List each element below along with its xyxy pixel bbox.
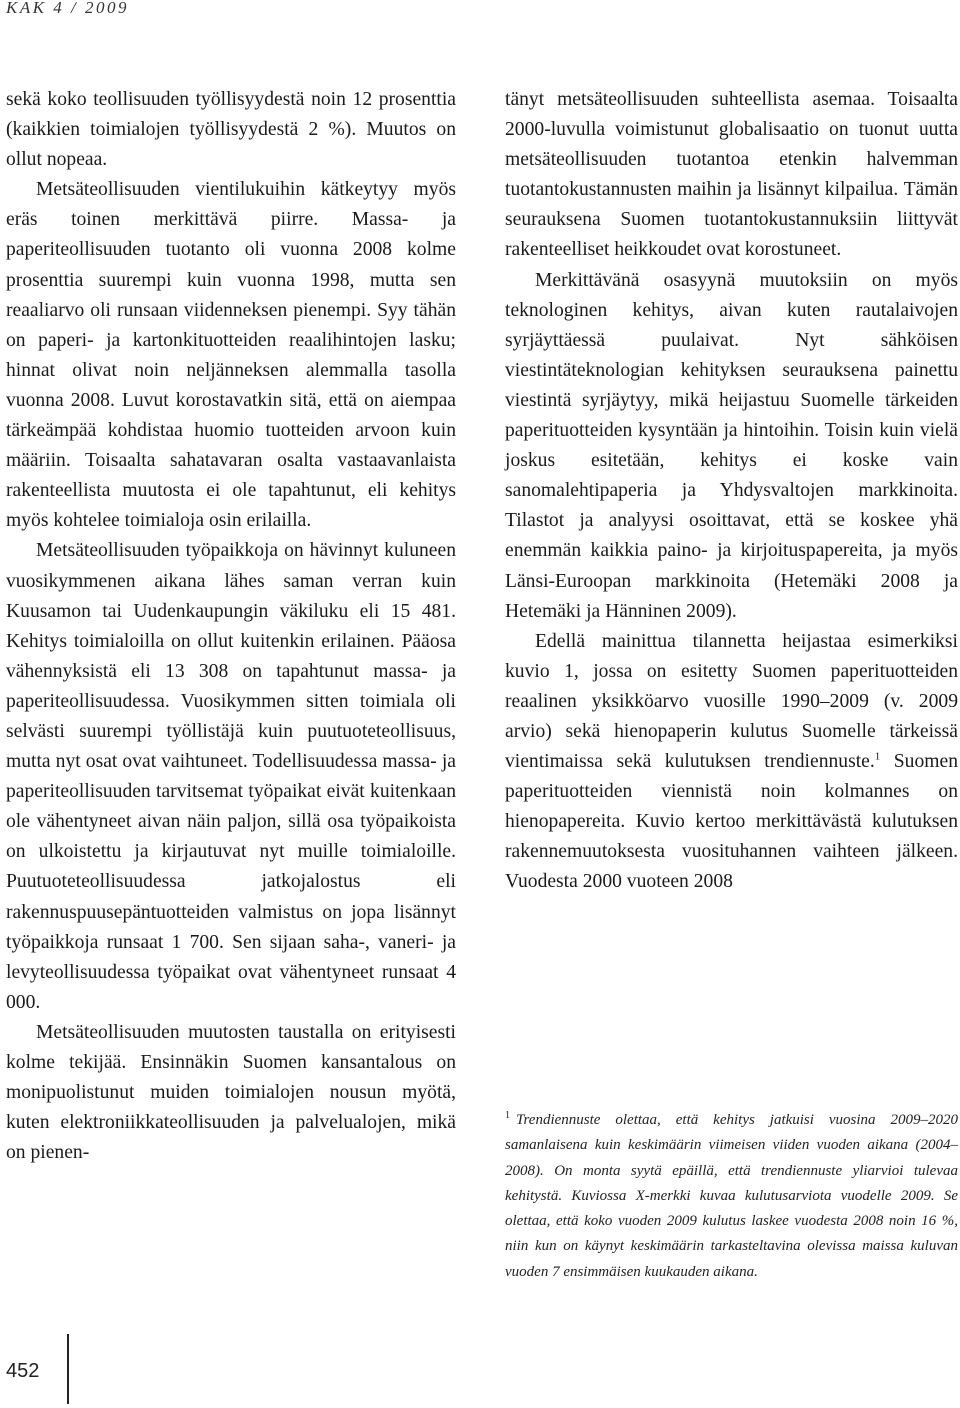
left-column	[6, 85, 456, 1168]
paragraph-with-footnote	[505, 627, 958, 898]
footnote	[505, 1108, 958, 1285]
paragraph: sekä koko teollisuuden työllisyydestä noin 12 prosenttia (kaikkien toimialojen työllisyydestä 2 %). Muutos on ollut nopeaa.	[6, 89, 456, 171]
footnote-number: 1	[505, 1110, 510, 1121]
right-column	[505, 85, 958, 898]
footnote-text: Trendiennuste olettaa, että kehitys jatkuisi vuosina 2009–2020 samanlaisena kuin keskimäärin viimeisen viiden vuoden aikana (2004–2008). On monta syytä epäillä, että trendiennuste yliarvioi tulevaa kehitystä. Kuviossa X-merkki kuvaa kulutusarviota vuodelle 2009. Se olettaa, että koko vuoden 2009 kulutus laskee vuodesta 2008 noin 16 %, niin kun on käynyt keskimäärin tarkasteltavina olevissa maissa kuluvan vuoden 7 ensimmäisen kuukauden aikana.	[505, 1112, 958, 1280]
running-head: KAK 4 / 2009	[6, 0, 130, 17]
paragraph-text: Suomen paperituotteiden viennistä noin kolmannes on hienopapereita. Kuvio kertoo merkittävästä kulutuksen rakennemuutoksesta vuosituhannen vaihteen jälkeen. Vuodesta 2000 vuoteen 2008	[505, 751, 959, 893]
paragraph: Metsäteollisuuden muutosten taustalla on erityisesti kolme tekijää. Ensinnäkin Suomen kansantalous on monipuolistunut muiden toimialojen nousun myötä, kuten elektroniikkateollisuuden ja palvelualojen, mikä on pienen-	[6, 1021, 456, 1164]
page-number-rule	[67, 1334, 69, 1404]
paragraph: Metsäteollisuuden työpaikkoja on hävinnyt kuluneen vuosikymmenen aikana lähes saman verran kuin Kuusamon tai Uudenkaupungin väkiluku eli 15 481. Kehitys toimialoilla on ollut kuitenkin erilainen. Pääosa vähennyksistä eli 13 308 on tapahtunut massa- ja paperiteollisuudessa. Vuosikymmen sitten toimiala oli selvästi suurempi työllistäjä kuin puutuoteteollisuus, mutta nyt osat ovat vaihtuneet. Todellisuudessa massa- ja paperiteollisuuden tarvitsemat työpaikat eivät kuitenkaan ole vähentyneet aivan näin paljon, sillä osa työpaikoista on ulkoistettu ja kirjautuvat nyt muille toimialoille. Puutuoteteollisuudessa jatkojalostus eli rakennuspuusepäntuotteiden valmistus on jopa lisännyt työpaikkoja runsaat 1 700. Sen sijaan saha-, vaneri- ja levyteollisuudessa työpaikat ovat vähentyneet runsaat 4 000.	[6, 540, 456, 1013]
footnote-marker[interactable]: 1	[874, 750, 881, 763]
paragraph: tänyt metsäteollisuuden suhteellista asemaa. Toisaalta 2000-luvulla voimistunut globalisaatio on tuonut uutta metsäteollisuuden tuotantoa etenkin halvemman tuotantokustannusten maihin ja lisännyt kilpailua. Tämän seurauksena Suomen tuotantokustannuksiin liittyvät rakenteelliset heikkoudet ovat korostuneet.	[505, 89, 958, 261]
paragraph: Metsäteollisuuden vientilukuihin kätkeytyy myös eräs toinen merkittävä piirre. Massa- ja paperiteollisuuden tuotanto oli vuonna 2008 kolme prosenttia suurempi kuin vuonna 1998, mutta sen reaaliarvo oli runsaan viidenneksen pienempi. Syy tähän on paperi- ja kartonkituotteiden reaalihintojen lasku; hinnat olivat noin neljänneksen alemmalla tasolla vuonna 2008. Luvut korostavatkin sitä, että on aiempaa tärkeämpää kohdistaa huomio tuotteiden arvoon kuin määriin. Toisaalta sahatavaran osalta vastaavanlaista rakenteellista muutosta ei ole tapahtunut, eli kehitys myös kohtelee toimialoja osin erilailla.	[6, 179, 456, 532]
paragraph: Merkittävänä osasyynä muutoksiin on myös teknologinen kehitys, aivan kuten rautalaivojen syrjäyttäessä puulaivat. Nyt sähköisen viestintäteknologian kehityksen seurauksena painettu viestintä syrjäytyy, mikä heijastuu Suomelle tärkeiden paperituotteiden kysyntään ja hintoihin. Toisin kuin vielä joskus esitetään, kehitys ei koske vain sanomalehtipaperia ja Yhdysvaltojen markkinoita. Tilastot ja analyysi osoittavat, että se koskee yhä enemmän kaikkia paino- ja kirjoituspapereita, ja myös Länsi-Euroopan markkinoita (Hetemäki 2008 ja Hetemäki ja Hänninen 2009).	[505, 269, 958, 622]
paragraph-text: Edellä mainittua tilannetta heijastaa esimerkiksi kuvio 1, jossa on esitetty Suomen paperituotteiden reaalinen yksikköarvo vuosille 1990–2009 (v. 2009 arvio) sekä hienopaperin kulutus Suomelle tärkeissä vientimaissa sekä kulutuksen trendiennuste.	[505, 630, 958, 773]
page-number: 452	[6, 1360, 40, 1382]
